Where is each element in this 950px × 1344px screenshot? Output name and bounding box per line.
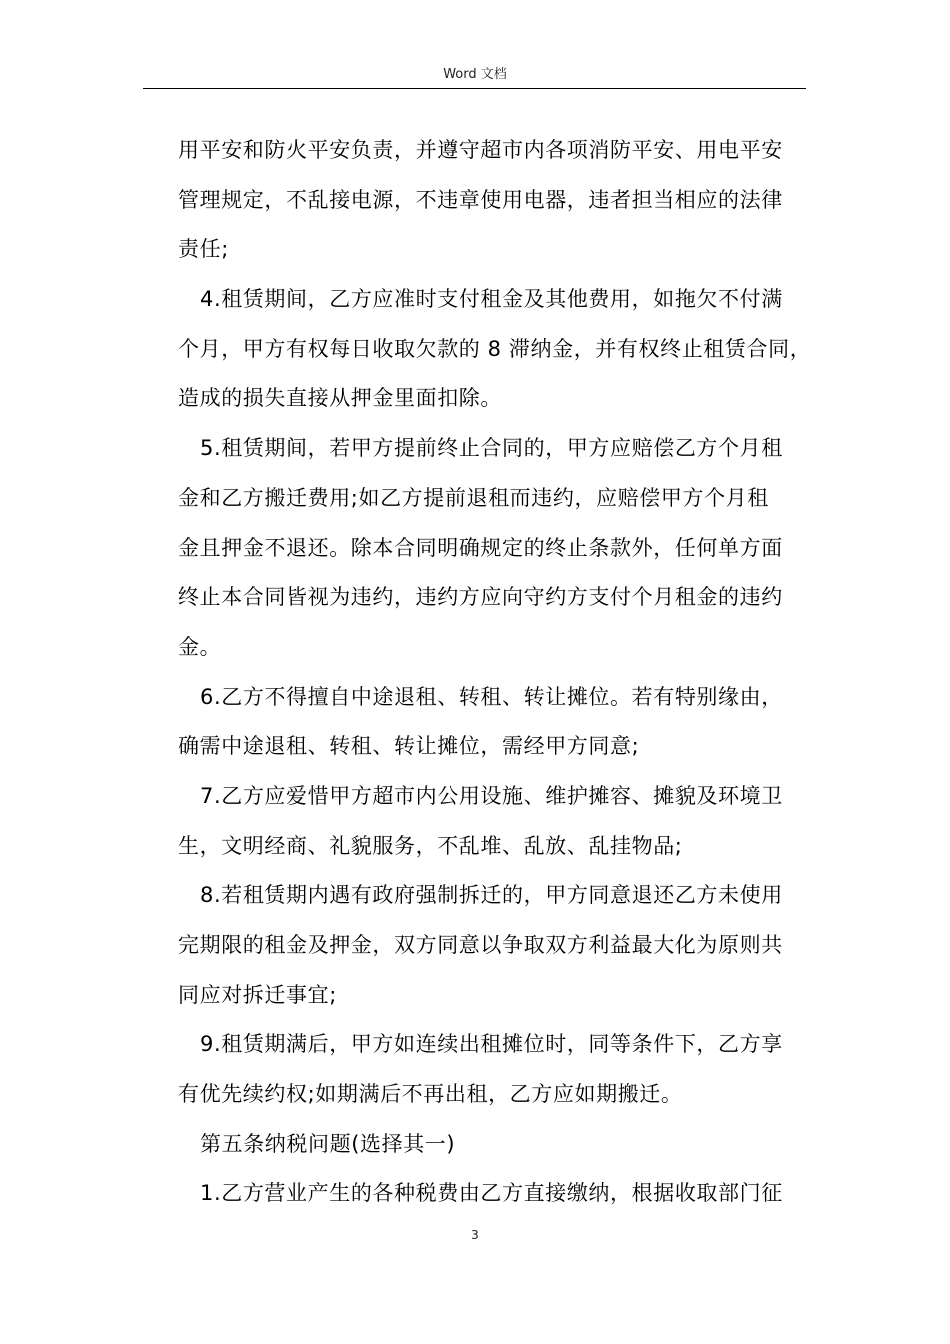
text-line: 用平安和防火平安负责，并遵守超市内各项消防平安、用电平安 bbox=[178, 138, 783, 162]
text-line: 生，文明经商、礼貌服务，不乱堆、乱放、乱挂物品; bbox=[178, 833, 683, 858]
text-line: 7.乙方应爱惜甲方超市内公用设施、维护摊容、摊貌及环境卫 bbox=[200, 783, 783, 808]
text-line: 同应对拆迁事宜; bbox=[178, 982, 337, 1007]
text-line: 金和乙方搬迁费用;如乙方提前退租而违约，应赔偿甲方个月租 bbox=[178, 485, 769, 510]
text-line: 造成的损失直接从押金里面扣除。 bbox=[178, 386, 502, 411]
text-line: 责任; bbox=[178, 237, 229, 262]
text-line: 有优先续约权;如期满后不再出租，乙方应如期搬迁。 bbox=[178, 1082, 683, 1107]
text-line: 终止本合同皆视为违约，违约方应向守约方支付个月租金的违约 bbox=[178, 585, 783, 610]
text-line: 金。 bbox=[178, 634, 222, 659]
text-line: 完期限的租金及押金，双方同意以争取双方利益最大化为原则共 bbox=[178, 933, 783, 957]
text-line: 个月，甲方有权每日收取欠款的 8 滞纳金，并有权终止租赁合同， bbox=[178, 336, 812, 361]
document-body bbox=[178, 126, 812, 1219]
text-line: 6.乙方不得擅自中途退租、转租、转让摊位。若有特别缘由， bbox=[200, 684, 783, 709]
text-line: 1.乙方营业产生的各种税费由乙方直接缴纳，根据收取部门征 bbox=[200, 1181, 783, 1206]
text-line: 5.租赁期间，若甲方提前终止合同的，甲方应赔偿乙方个月租 bbox=[200, 436, 783, 461]
page-header-label: Word 文档 bbox=[443, 67, 507, 82]
page-number: 3 bbox=[471, 1228, 479, 1242]
text-line: 确需中途退租、转租、转让摊位，需经甲方同意; bbox=[178, 734, 640, 759]
text-line: 第五条纳税问题(选择其一) bbox=[200, 1131, 456, 1156]
text-line: 4.租赁期间，乙方应准时支付租金及其他费用，如拖欠不付满 bbox=[200, 287, 783, 312]
text-line: 金且押金不退还。除本合同明确规定的终止条款外，任何单方面 bbox=[178, 535, 783, 560]
header-divider bbox=[143, 88, 806, 89]
text-line: 9.租赁期满后，甲方如连续出租摊位时，同等条件下，乙方享 bbox=[200, 1032, 783, 1057]
text-line: 管理规定，不乱接电源，不违章使用电器，违者担当相应的法律 bbox=[178, 187, 783, 212]
text-line: 8.若租赁期内遇有政府强制拆迁的，甲方同意退还乙方未使用 bbox=[200, 883, 783, 908]
